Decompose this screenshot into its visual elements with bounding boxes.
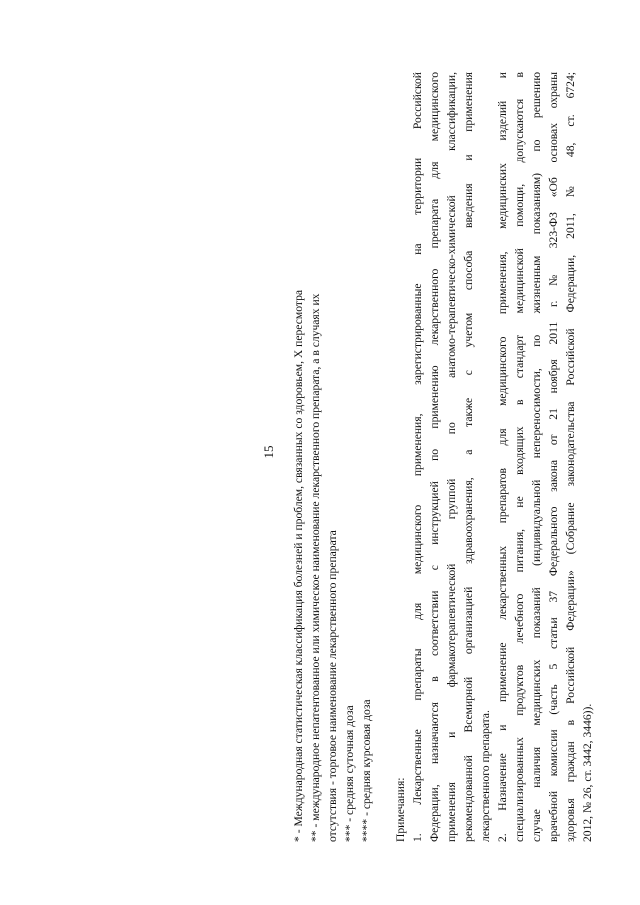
notes-line: специализированных продуктов лечебного питания, не входящих в стандарт медицинской помощи, допускаются в — [513, 72, 526, 842]
rotated-content — [261, 52, 594, 852]
notes-line: здоровья граждан в Российской Федерации» (Собрание законодательства Российской Федерации, 2011, № 48, ст. 6724; — [564, 72, 577, 842]
notes-line: 2012, № 26, ст. 3442, 3446)). — [581, 703, 594, 842]
notes-line: 1. Лекарственные препараты для медицинского применения, зарегистрированные на территории Российской — [411, 72, 424, 842]
footnote-line: * - Международная статистическая классификация болезней и проблем, связанных со здоровьем, X пересмотра — [292, 289, 305, 842]
footnotes-block — [290, 72, 375, 842]
footnote-line: ** - международное непатентованное или химическое наименование лекарственного препарата, а в случаях их — [309, 293, 322, 842]
notes-line: врачебной комиссии (часть 5 статьи 37 Федерального закона от 21 ноября 2011 г. № 323-ФЗ «Об основах охраны — [547, 72, 560, 842]
notes-line: рекомендованной Всемирной организацией здравоохранения, а также с учетом способа введения и применения — [462, 72, 475, 842]
notes-heading: Примечания: — [394, 777, 407, 842]
footnote-line: отсутствия - торговое наименование лекарственного препарата — [326, 530, 339, 842]
notes-block — [392, 72, 596, 842]
notes-line: лекарственного препарата. — [479, 710, 492, 842]
page-number: 15 — [261, 445, 276, 459]
notes-line: 2. Назначение и применение лекарственных препаратов для медицинского применения, медицинских изделий и — [496, 72, 509, 842]
footnote-line: *** - средняя суточная доза — [343, 705, 356, 842]
notes-line: случае наличия медицинских показаний (индивидуальной непереносимости, по жизненным показаниям) по решению — [530, 72, 543, 842]
notes-line: Федерации, назначаются в соответствии с инструкцией по применению лекарственного препарата для медицинского — [428, 72, 441, 842]
footnote-line: **** - средняя курсовая доза — [360, 699, 373, 842]
notes-line: применения и фармакотерапевтической группой по анатомо-терапевтическо-химической классификации, — [445, 72, 458, 842]
